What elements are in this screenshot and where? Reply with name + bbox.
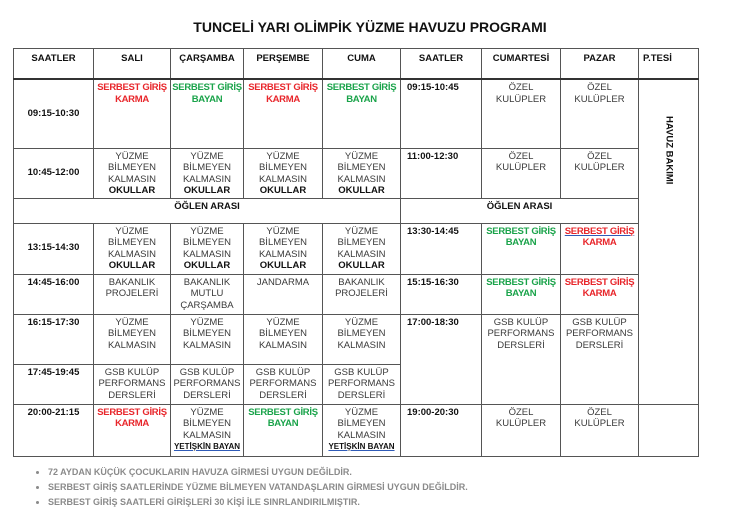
- header-row: [14, 49, 699, 80]
- header-cuma: CUMA: [323, 49, 401, 80]
- cell-line: PERFORMANS: [249, 378, 317, 389]
- weekend-schedule-cell: [561, 404, 639, 456]
- cell-line: KALMASIN: [337, 429, 386, 441]
- weekend-schedule-cell: [561, 223, 639, 274]
- schedule-cell: [94, 314, 171, 364]
- schedule-cell: [171, 404, 244, 456]
- note-item: • SERBEST GİRİŞ SAATLERİNDE YÜZME BİLMEYEN VATANDAŞLARIN GİRMESİ UYGUN DEĞİLDİR.: [48, 480, 468, 495]
- cell-line: KALMASIN: [258, 173, 308, 185]
- cell-line: MUTLU: [190, 288, 224, 299]
- cell-line: OKULLAR: [259, 185, 307, 196]
- table-row: [14, 223, 699, 274]
- header-persembe: PERŞEMBE: [244, 49, 323, 80]
- cell-line: KALMASIN: [337, 248, 386, 260]
- schedule-cell: [244, 404, 323, 456]
- header-sali: SALI: [94, 49, 171, 80]
- note-item: • 72 AYDAN KÜÇÜK ÇOCUKLARIN HAVUZA GİRMESİ UYGUN DEĞİLDİR.: [48, 465, 468, 480]
- header-ptesi: P.TESİ: [639, 49, 699, 80]
- time-cell: 10:45-12:00: [14, 148, 94, 198]
- cell-line: DERSLERİ: [497, 339, 545, 351]
- cell-line: GSB KULÜP: [493, 316, 549, 328]
- cell-line: OKULLAR: [338, 260, 385, 271]
- cell-line: OKULLAR: [108, 185, 156, 196]
- cell-line: YÜZME: [344, 316, 379, 328]
- header-saatler: SAATLER: [14, 49, 94, 80]
- cell-line: PERFORMANS: [487, 328, 555, 339]
- cell-line: DERSLERİ: [575, 339, 624, 351]
- cell-line: BİLMEYEN: [182, 237, 232, 248]
- cell-line: OKULLAR: [338, 185, 385, 196]
- cell-line: BİLMEYEN: [182, 418, 232, 429]
- cell-line: BİLMEYEN: [107, 237, 157, 248]
- cell-line: KARMA: [115, 418, 149, 429]
- cell-line: GSB KULÜP: [334, 366, 389, 378]
- time-cell: 20:00-21:15: [14, 404, 94, 456]
- cell-line: YÜZME: [115, 316, 149, 328]
- cell-line: PROJELERİ: [105, 288, 159, 299]
- cell-line: KALMASIN: [107, 173, 157, 185]
- header-carsamba: ÇARŞAMBA: [171, 49, 244, 80]
- schedule-cell: [244, 364, 323, 404]
- time-cell: 14:45-16:00: [14, 274, 94, 314]
- cell-line: SERBEST GİRİŞ: [97, 82, 167, 93]
- schedule-cell: [323, 79, 401, 148]
- schedule-cell: [94, 148, 171, 198]
- cell-line: BİLMEYEN: [337, 237, 386, 248]
- cell-line: KALMASIN: [107, 339, 157, 351]
- cell-line: BAYAN: [505, 237, 537, 248]
- header-cumartesi: CUMARTESİ: [482, 49, 561, 80]
- cell-line: PERFORMANS: [173, 378, 241, 389]
- break-row: [14, 198, 699, 223]
- cell-line: YÜZME: [344, 150, 379, 162]
- header-saatler-weekend: SAATLER: [401, 49, 482, 80]
- cell-line: PERFORMANS: [565, 328, 634, 339]
- cell-line: KALMASIN: [258, 248, 308, 260]
- schedule-cell: [323, 364, 401, 404]
- schedule-table: [13, 48, 699, 457]
- cell-line: OKULLAR: [183, 185, 231, 196]
- weekend-time-cell: 15:15-16:30: [401, 274, 482, 314]
- cell-line: BAYAN: [267, 418, 299, 429]
- cell-line: KARMA: [582, 237, 617, 248]
- weekend-time-cell: 17:00-18:30: [401, 314, 482, 404]
- cell-line: BAYAN: [346, 93, 377, 105]
- ptesi-maintenance-cell: [639, 79, 699, 404]
- cell-line: BAYAN: [191, 93, 223, 105]
- cell-line: ÖZEL KULÜPLER: [495, 150, 547, 173]
- weekend-schedule-cell: [482, 79, 561, 148]
- cell-line: KALMASIN: [182, 173, 232, 185]
- cell-line: SERBEST GİRİŞ: [248, 82, 318, 93]
- weekend-schedule-cell: [482, 223, 561, 274]
- weekend-time-cell: 11:00-12:30: [401, 148, 482, 198]
- cell-line: OKULLAR: [108, 260, 156, 271]
- weekend-schedule-cell: [482, 404, 561, 456]
- cell-line: BİLMEYEN: [107, 162, 157, 173]
- time-cell: 09:15-10:30: [14, 79, 94, 148]
- cell-line: GSB KULÜP: [179, 366, 235, 378]
- cell-line: YÜZME: [190, 150, 224, 162]
- schedule-cell: [94, 404, 171, 456]
- cell-line: PERFORMANS: [98, 378, 166, 389]
- cell-line: SERBEST GİRİŞ: [564, 225, 635, 237]
- cell-line: YÜZME: [344, 406, 379, 418]
- weekend-time-cell: 13:30-14:45: [401, 223, 482, 274]
- cell-line: YÜZME: [266, 316, 300, 328]
- cell-line: BİLMEYEN: [258, 237, 308, 248]
- schedule-cell: [323, 148, 401, 198]
- cell-line: YÜZME: [115, 225, 149, 237]
- schedule-cell: [323, 404, 401, 456]
- weekend-schedule-cell: [561, 314, 639, 404]
- cell-line: KALMASIN: [107, 248, 157, 260]
- cell-line: BAKANLIK: [108, 276, 156, 288]
- cell-line: SERBEST GİRİŞ: [486, 225, 556, 237]
- schedule-cell: [323, 223, 401, 274]
- cell-line: KARMA: [115, 93, 149, 105]
- break-cell-right: ÖĞLEN ARASI: [401, 198, 639, 223]
- schedule-cell: [171, 364, 244, 404]
- cell-line: SERBEST GİRİŞ: [564, 276, 635, 288]
- cell-line: KARMA: [582, 288, 617, 299]
- table-row: [14, 314, 699, 364]
- cell-line: DERSLERİ: [259, 389, 307, 401]
- cell-line: YÜZME: [344, 225, 379, 237]
- cell-line: BAKANLIK: [338, 276, 385, 288]
- schedule-cell: [171, 79, 244, 148]
- cell-line: PROJELERİ: [335, 288, 388, 299]
- cell-line: YETİŞKİN BAYAN: [328, 442, 395, 451]
- page-title: TUNCELİ YARI OLİMPİK YÜZME HAVUZU PROGRAMI: [193, 19, 547, 35]
- cell-line: YÜZME: [266, 150, 300, 162]
- schedule-cell: [323, 314, 401, 364]
- cell-line: BİLMEYEN: [182, 328, 232, 339]
- cell-line: BİLMEYEN: [337, 162, 386, 173]
- table-row: [14, 148, 699, 198]
- cell-line: ÖZEL KULÜPLER: [574, 150, 625, 173]
- cell-line: BİLMEYEN: [107, 328, 157, 339]
- schedule-cell: [171, 314, 244, 364]
- cell-line: BİLMEYEN: [258, 328, 308, 339]
- weekend-time-cell: 19:00-20:30: [401, 404, 482, 456]
- cell-line: BAYAN: [505, 288, 537, 299]
- cell-line: SERBEST GİRİŞ: [172, 82, 242, 93]
- cell-line: BİLMEYEN: [337, 328, 386, 339]
- cell-line: GSB KULÜP: [255, 366, 311, 378]
- time-cell: 16:15-17:30: [14, 314, 94, 364]
- cell-line: ÖZEL KULÜPLER: [574, 82, 625, 105]
- cell-line: ÇARŞAMBA: [180, 299, 234, 311]
- table-row: [14, 79, 699, 148]
- cell-line: GSB KULÜP: [572, 316, 627, 328]
- cell-line: DERSLERİ: [108, 389, 156, 401]
- schedule-cell: [171, 223, 244, 274]
- cell-line: YETİŞKİN BAYAN: [173, 442, 241, 451]
- cell-line: SERBEST GİRİŞ: [486, 276, 556, 288]
- schedule-cell: [323, 274, 401, 314]
- schedule-cell: [94, 364, 171, 404]
- cell-line: JANDARMA: [256, 276, 310, 288]
- schedule-cell: [244, 79, 323, 148]
- cell-line: PERFORMANS: [327, 378, 396, 389]
- schedule-cell: [94, 223, 171, 274]
- cell-line: KALMASIN: [337, 339, 386, 351]
- table-row: [14, 404, 699, 456]
- weekend-schedule-cell: [561, 79, 639, 148]
- cell-line: KARMA: [266, 93, 300, 105]
- cell-line: BİLMEYEN: [337, 418, 386, 429]
- time-cell: 17:45-19:45: [14, 364, 94, 404]
- weekend-time-cell: 09:15-10:45: [401, 79, 482, 148]
- cell-line: DERSLERİ: [337, 389, 386, 401]
- cell-line: BAKANLIK: [183, 276, 231, 288]
- schedule-cell: [94, 274, 171, 314]
- schedule-cell: [244, 314, 323, 364]
- schedule-cell: [244, 274, 323, 314]
- cell-line: ÖZEL KULÜPLER: [574, 406, 625, 429]
- schedule-cell: [94, 79, 171, 148]
- weekend-schedule-cell: [482, 274, 561, 314]
- time-cell: 13:15-14:30: [14, 223, 94, 274]
- cell-line: SERBEST GİRİŞ: [326, 82, 397, 93]
- cell-line: SERBEST GİRİŞ: [97, 406, 167, 418]
- schedule-cell: [171, 274, 244, 314]
- note-item: • SERBEST GİRİŞ SAATLERİ GİRİŞLERİ 30 KİŞİ İLE SINRLANDIRILMIŞTIR.: [48, 495, 468, 510]
- cell-line: KALMASIN: [258, 339, 308, 351]
- cell-line: BİLMEYEN: [258, 162, 308, 173]
- cell-line: YÜZME: [190, 406, 224, 418]
- cell-line: KALMASIN: [337, 173, 386, 185]
- ptesi-maintenance-label: HAVUZ BAKIMI: [663, 116, 675, 185]
- cell-line: YÜZME: [266, 225, 300, 237]
- cell-line: KALMASIN: [182, 339, 232, 351]
- cell-line: KALMASIN: [182, 429, 232, 441]
- schedule-cell: [244, 148, 323, 198]
- cell-line: SERBEST GİRİŞ: [248, 406, 318, 418]
- cell-line: DERSLERİ: [183, 389, 231, 401]
- cell-line: YÜZME: [190, 225, 224, 237]
- break-cell-left: ÖĞLEN ARASI: [14, 198, 401, 223]
- cell-line: ÖZEL KULÜPLER: [495, 82, 547, 105]
- weekend-schedule-cell: [561, 148, 639, 198]
- weekend-schedule-cell: [561, 274, 639, 314]
- cell-line: ÖZEL KULÜPLER: [495, 406, 547, 429]
- cell-line: OKULLAR: [183, 260, 231, 271]
- header-pazar: PAZAR: [561, 49, 639, 80]
- cell-line: YÜZME: [115, 150, 149, 162]
- cell-line: OKULLAR: [259, 260, 307, 271]
- cell-line: GSB KULÜP: [104, 366, 160, 378]
- schedule-cell: [244, 223, 323, 274]
- ptesi-empty-cell: [639, 404, 699, 456]
- schedule-cell: [171, 148, 244, 198]
- cell-line: BİLMEYEN: [182, 162, 232, 173]
- cell-line: KALMASIN: [182, 248, 232, 260]
- table-row: [14, 274, 699, 314]
- notes-list: [30, 465, 468, 510]
- weekend-schedule-cell: [482, 314, 561, 404]
- weekend-schedule-cell: [482, 148, 561, 198]
- cell-line: YÜZME: [190, 316, 224, 328]
